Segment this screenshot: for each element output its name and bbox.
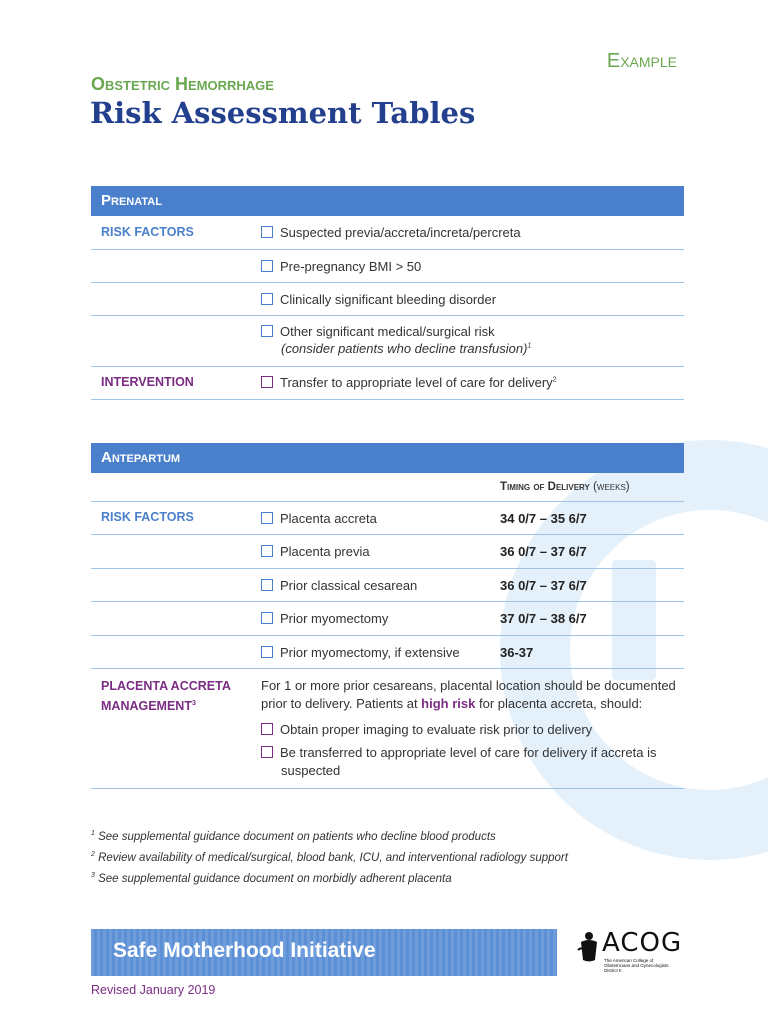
table-row: [91, 367, 684, 400]
footnote: $^2$ Review availability of medical/surgical, blood bank, ICU, and interventional radiology support: [91, 850, 568, 864]
checkbox-item[interactable]: Obtain proper imaging to evaluate risk prior to delivery: [261, 721, 681, 739]
checkbox-item[interactable]: Other significant medical/surgical risk (consider patients who decline transfusion)$^1$: [261, 324, 531, 356]
footnote-ref: 3: [191, 700, 196, 707]
logo-subtitle: The American College of Obstetricians and Gynecologists District II: [604, 958, 669, 973]
checkbox-item[interactable]: Clinically significant bleeding disorder: [261, 292, 496, 307]
checkbox-icon[interactable]: [261, 376, 273, 388]
accreta-guidance-text: For 1 or more prior cesareans, placental location should be documented prior to delivery. Patients at high risk for placenta accreta, should:: [261, 678, 676, 711]
logo-name: ACOG: [602, 928, 683, 958]
checkbox-icon[interactable]: [261, 512, 273, 524]
checkbox-item[interactable]: Transfer to appropriate level of care for delivery$^2$: [261, 375, 557, 390]
example-label: Example: [606, 50, 677, 72]
initiative-banner: [91, 929, 557, 976]
document-kicker: Obstetric Hemorrhage: [91, 74, 274, 94]
checkbox-item[interactable]: Pre-pregnancy BMI > 50: [261, 259, 421, 274]
table-row: [91, 636, 684, 669]
table-row: [91, 502, 684, 535]
checkbox-item[interactable]: Suspected previa/accreta/increta/percreta: [261, 225, 521, 240]
table-row: [91, 316, 684, 367]
checkbox-item[interactable]: Be transferred to appropriate level of care for delivery if accreta is suspected: [261, 744, 681, 780]
prenatal-heading: Prenatal: [91, 186, 684, 216]
page-title: Risk Assessment Tables: [90, 96, 476, 130]
table-row: [91, 283, 684, 316]
antepartum-heading: Antepartum: [91, 443, 684, 473]
checkbox-icon[interactable]: [261, 746, 273, 758]
intervention-label: INTERVENTION: [101, 375, 194, 389]
timing-column-header: Timing of Delivery (weeks): [500, 481, 630, 493]
transfusion-note: (consider patients who decline transfusion): [281, 341, 528, 356]
footnote: $^3$ See supplemental guidance document on morbidly adherent placenta: [91, 871, 452, 885]
timing-unit: (weeks): [593, 481, 630, 493]
prenatal-section: [91, 186, 684, 400]
footnote-ref: 2: [552, 376, 557, 384]
high-risk-emphasis: high risk: [421, 696, 476, 711]
risk-factors-label: RISK FACTORS: [101, 225, 194, 239]
timing-value: 34 0/7 – 35 6/7: [500, 511, 587, 526]
timing-value: 36 0/7 – 37 6/7: [500, 544, 587, 559]
checkbox-item[interactable]: Prior classical cesarean: [261, 578, 417, 593]
checkbox-item[interactable]: Placenta previa: [261, 544, 370, 559]
timing-value: 37 0/7 – 38 6/7: [500, 611, 587, 626]
revision-date: Revised January 2019: [91, 983, 216, 997]
timing-value: 36 0/7 – 37 6/7: [500, 578, 587, 593]
checkbox-item[interactable]: Placenta accreta: [261, 511, 377, 526]
table-row: [91, 669, 684, 789]
table-row: [91, 602, 684, 636]
table-row: [91, 216, 684, 250]
initiative-title: Safe Motherhood Initiative: [113, 939, 376, 962]
timing-value: 36-37: [500, 645, 534, 660]
checkbox-icon[interactable]: [261, 545, 273, 557]
checkbox-item[interactable]: Prior myomectomy: [261, 611, 388, 626]
checkbox-icon[interactable]: [261, 579, 273, 591]
risk-factors-label: RISK FACTORS: [101, 510, 194, 524]
checkbox-icon[interactable]: [261, 260, 273, 272]
acog-emblem-icon: [576, 930, 602, 964]
checkbox-icon[interactable]: [261, 325, 273, 337]
table-row: [91, 569, 684, 602]
antepartum-section: [91, 443, 684, 789]
acog-logo: [576, 928, 686, 978]
checkbox-icon[interactable]: [261, 293, 273, 305]
table-header-row: [91, 473, 684, 502]
checkbox-icon[interactable]: [261, 226, 273, 238]
table-row: [91, 535, 684, 569]
footnotes: [91, 830, 568, 892]
table-row: [91, 250, 684, 283]
checkbox-icon[interactable]: [261, 612, 273, 624]
footnote: $^1$ See supplemental guidance document on patients who decline blood products: [91, 830, 496, 843]
checkbox-icon[interactable]: [261, 723, 273, 735]
checkbox-item[interactable]: Prior myomectomy, if extensive: [261, 645, 460, 660]
footnote-ref: 1: [527, 342, 532, 350]
placenta-accreta-management-label: PLACENTA ACCRETA MANAGEMENT$^3$: [101, 679, 231, 714]
checkbox-icon[interactable]: [261, 646, 273, 658]
